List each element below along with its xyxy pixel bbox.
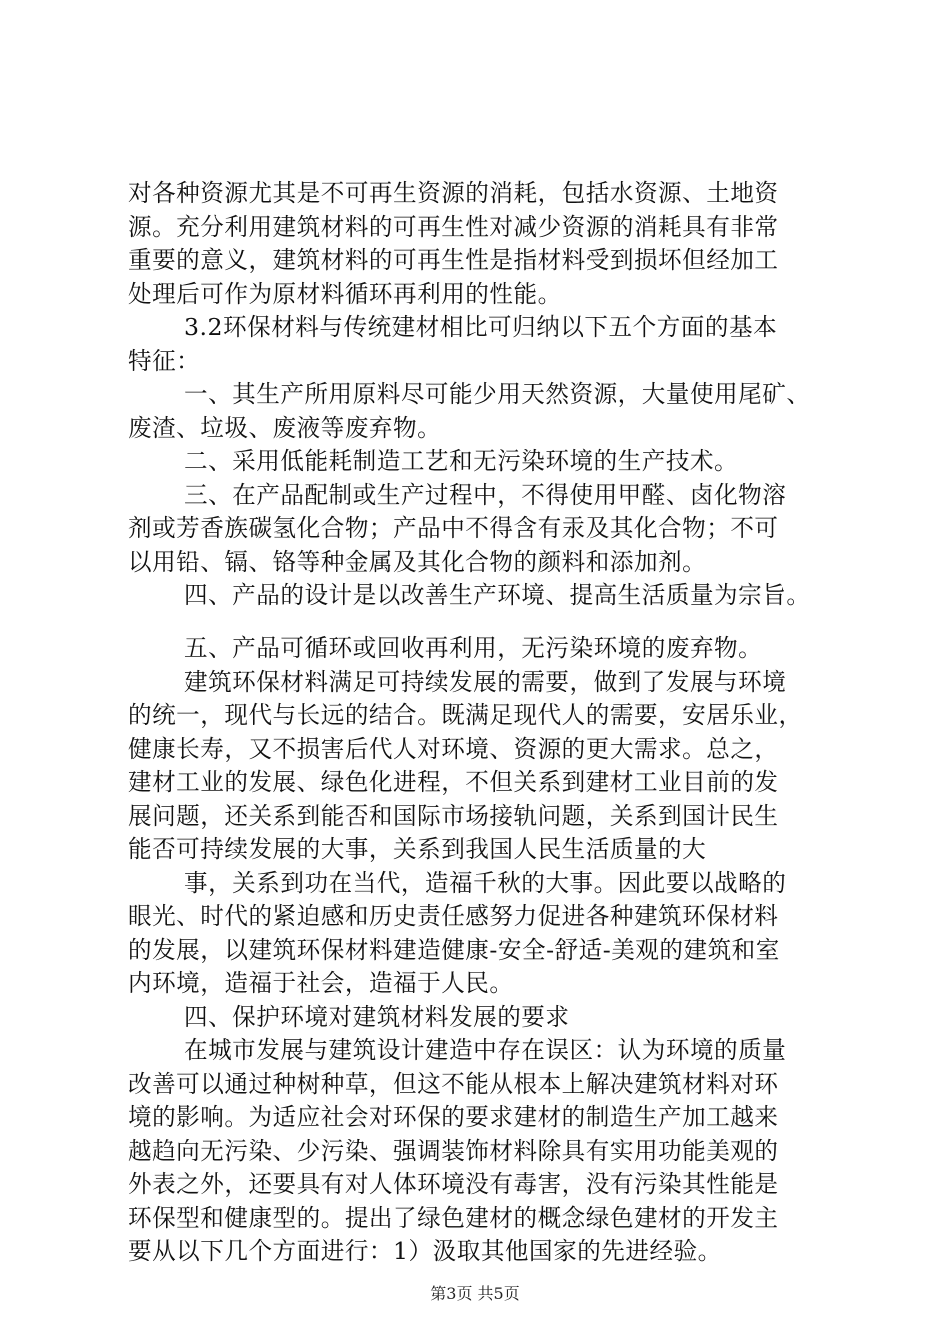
text-line: 外表之外，还要具有对人体环境没有毒害，没有污染其性能是 (128, 1170, 779, 1198)
text-line: 事，关系到功在当代，造福千秋的大事。因此要以战略的 (184, 869, 787, 897)
text-line: 3.2环保材料与传统建材相比可归纳以下五个方面的基本 (184, 313, 778, 341)
text-line: 建筑环保材料满足可持续发展的需要，做到了发展与环境 (184, 668, 787, 696)
text-line: 二、采用低能耗制造工艺和无污染环境的生产技术。 (184, 447, 739, 475)
text-line: 处理后可作为原材料循环再利用的性能。 (128, 280, 562, 308)
text-line: 眼光、时代的紧迫感和历史责任感努力促进各种建筑环保材料 (128, 902, 779, 930)
section-heading: 四、保护环境对建筑材料发展的要求 (184, 1003, 570, 1031)
text-line: 特征： (128, 347, 201, 375)
text-line: 剂或芳香族碳氢化合物；产品中不得含有汞及其化合物；不可 (128, 514, 779, 542)
text-line: 在城市发展与建筑设计建造中存在误区：认为环境的质量 (184, 1036, 787, 1064)
text-line: 的发展，以建筑环保材料建造健康-安全-舒适-美观的建筑和室 (128, 936, 780, 964)
text-line: 能否可持续发展的大事，关系到我国人民生活质量的大 (128, 835, 707, 863)
text-line: 废渣、垃圾、废液等废弃物。 (128, 414, 442, 442)
text-line: 改善可以通过种树种草，但这不能从根本上解决建筑材料对环 (128, 1070, 779, 1098)
text-line: 健康长寿，又不损害后代人对环境、资源的更大需求。总之， (128, 735, 779, 763)
text-line: 以用铅、镉、铬等种金属及其化合物的颜料和添加剂。 (128, 548, 707, 576)
text-line: 展问题，还关系到能否和国际市场接轨问题，关系到国计民生 (128, 802, 779, 830)
text-line: 环保型和健康型的。提出了绿色建材的概念绿色建材的开发主 (128, 1204, 779, 1232)
text-line: 对各种资源尤其是不可再生资源的消耗，包括水资源、土地资 (128, 179, 779, 207)
text-line: 要从以下几个方面进行：1）汲取其他国家的先进经验。 (128, 1237, 722, 1265)
text-line: 的统一，现代与长远的结合。既满足现代人的需要，安居乐业， (128, 701, 803, 729)
text-line: 内环境，造福于社会，造福于人民。 (128, 969, 514, 997)
text-line: 重要的意义，建筑材料的可再生性是指材料受到损坏但经加工 (128, 246, 779, 274)
text-line: 四、产品的设计是以改善生产环境、提高生活质量为宗旨。 (184, 581, 811, 609)
text-line: 五、产品可循环或回收再利用，无污染环境的废弃物。 (184, 634, 763, 662)
text-line: 一、其生产所用原料尽可能少用天然资源，大量使用尾矿、 (184, 380, 811, 408)
text-line: 源。充分利用建筑材料的可再生性对减少资源的消耗具有非常 (128, 213, 779, 241)
text-line: 建材工业的发展、绿色化进程，不但关系到建材工业目前的发 (128, 768, 779, 796)
page-number-footer: 第3页 共5页 (430, 1284, 520, 1303)
text-line: 越趋向无污染、少污染、强调装饰材料除具有实用功能美观的 (128, 1137, 779, 1165)
text-line: 三、在产品配制或生产过程中，不得使用甲醛、卤化物溶 (184, 481, 787, 509)
text-line: 境的影响。为适应社会对环保的要求建材的制造生产加工越来 (128, 1103, 779, 1131)
